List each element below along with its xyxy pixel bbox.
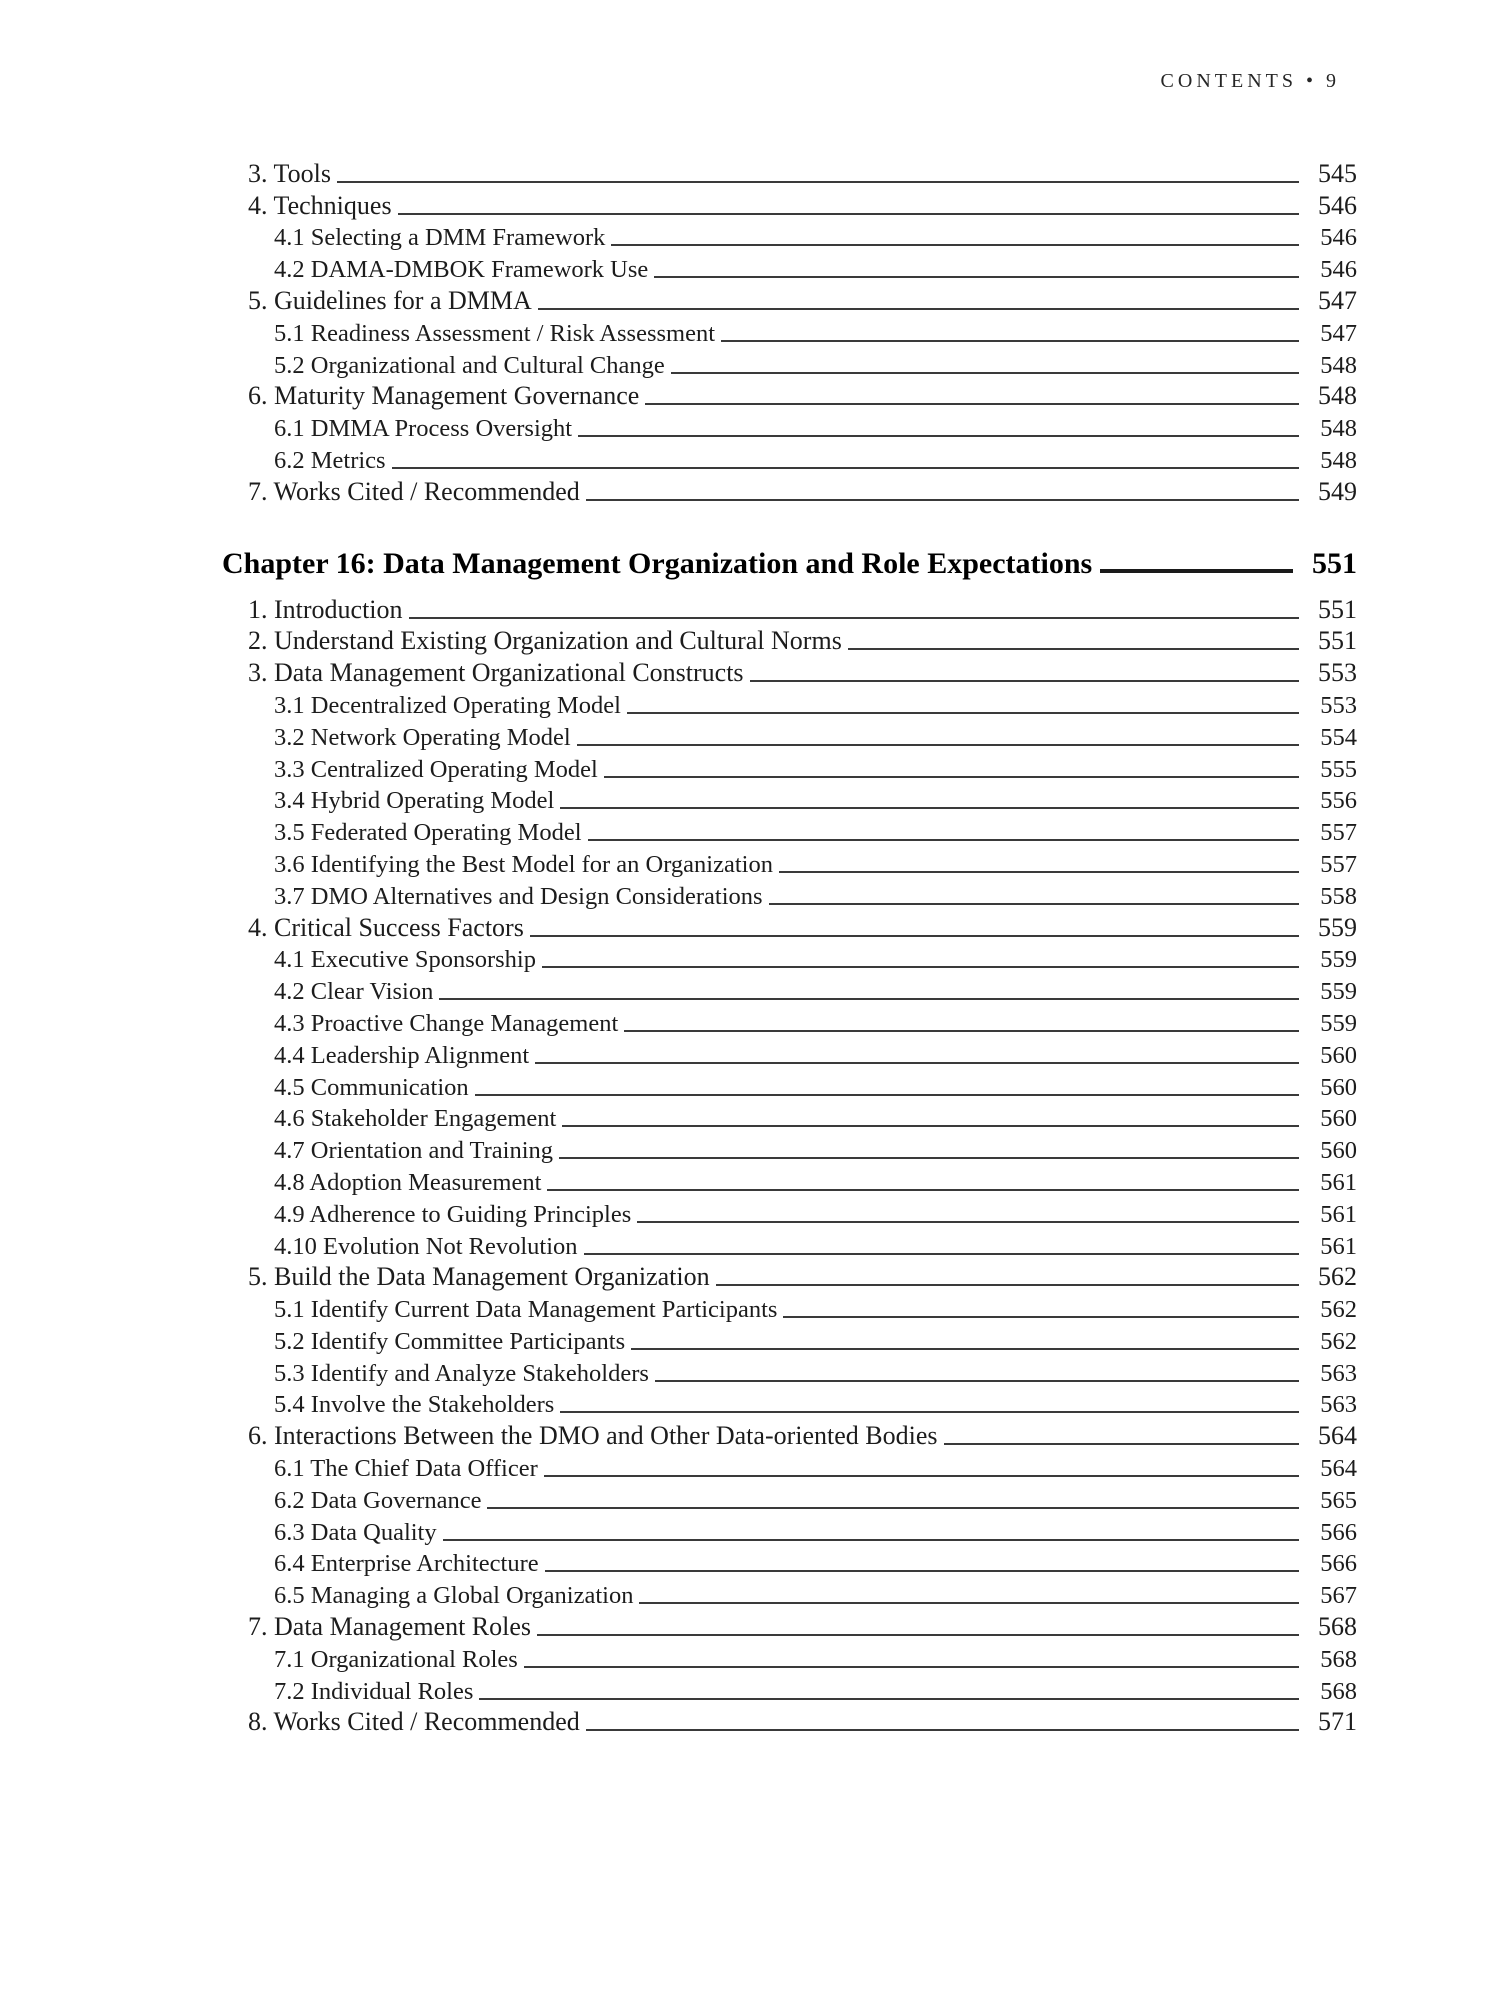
toc-entry-page: 564: [1320, 1455, 1357, 1483]
toc-entry-page: 561: [1320, 1232, 1357, 1260]
toc-leader: [611, 244, 1299, 246]
toc-leader: [562, 1125, 1299, 1127]
toc-leader: [443, 1539, 1299, 1541]
toc-entry: [222, 1324, 1357, 1356]
toc-entry-page: 553: [1320, 691, 1357, 719]
toc-entry-label: 4.8 Adoption Measurement: [274, 1168, 542, 1196]
toc-entry-page: 563: [1320, 1359, 1357, 1387]
toc-leader: [524, 1666, 1299, 1668]
toc-entry-label: 3.5 Federated Operating Model: [274, 819, 582, 847]
toc-entry: [222, 911, 1357, 943]
toc-leader: [586, 499, 1299, 501]
toc-entry: [222, 1642, 1357, 1674]
toc-entry-label: 6.1 The Chief Data Officer: [274, 1455, 538, 1483]
toc-entry: [222, 475, 1357, 507]
toc-entry: [222, 1578, 1357, 1610]
toc-leader: [588, 839, 1299, 841]
toc-leader: [783, 1316, 1299, 1318]
toc-entry: [222, 1547, 1357, 1579]
toc-leader: [538, 308, 1299, 310]
toc-entry-label: 3.3 Centralized Operating Model: [274, 755, 598, 783]
toc-entry: [222, 189, 1357, 221]
toc-entry-page: 564: [1318, 1421, 1357, 1451]
toc-leader: [721, 340, 1299, 342]
toc-entry-label: 4.10 Evolution Not Revolution: [274, 1232, 578, 1260]
toc-entry: [222, 1038, 1357, 1070]
toc-entry-page: 559: [1318, 912, 1357, 942]
toc-leader: [545, 1570, 1299, 1572]
toc-entry-page: 559: [1320, 946, 1357, 974]
toc-entry-label: 7. Data Management Roles: [248, 1612, 532, 1642]
toc-entry-label: 4.3 Proactive Change Management: [274, 1009, 619, 1037]
toc-entry-page: 560: [1320, 1073, 1357, 1101]
toc-entry-label: 5.2 Organizational and Cultural Change: [274, 351, 665, 379]
toc-entry: [222, 1292, 1357, 1324]
toc-entry-label: 6.5 Managing a Global Organization: [274, 1582, 634, 1610]
toc-entry-page: 565: [1320, 1486, 1357, 1514]
toc-entry-page: 548: [1320, 446, 1357, 474]
toc-leader: [655, 1380, 1299, 1382]
toc-entry-page: 548: [1320, 351, 1357, 379]
toc-entry-label: 6.2 Data Governance: [274, 1486, 482, 1514]
toc-entry-page: 548: [1320, 415, 1357, 443]
toc-leader: [577, 744, 1299, 746]
toc-entry-page: 554: [1320, 723, 1357, 751]
toc-entry-page: 568: [1320, 1677, 1357, 1705]
toc-entry-label: 4.7 Orientation and Training: [274, 1137, 554, 1165]
toc-leader: [398, 213, 1299, 215]
toc-entry-page: 549: [1318, 476, 1357, 506]
toc-entry-page: 559: [1320, 1009, 1357, 1037]
toc-entry-label: 4.5 Communication: [274, 1073, 469, 1101]
toc-entry-label: 7.2 Individual Roles: [274, 1677, 474, 1705]
toc-entry-label: 4.9 Adherence to Guiding Principles: [274, 1200, 632, 1228]
toc-entry-page: 562: [1320, 1327, 1357, 1355]
toc-entry-page: 546: [1318, 190, 1357, 220]
toc-entry-label: 6.2 Metrics: [274, 446, 386, 474]
toc-entry: [222, 1070, 1357, 1102]
toc-entry: [222, 443, 1357, 475]
toc-entry: [222, 1197, 1357, 1229]
toc-entry-page: 547: [1318, 285, 1357, 315]
toc-entry-label: 5. Build the Data Management Organization: [248, 1262, 710, 1292]
toc-entry: [222, 1165, 1357, 1197]
toc-entry-page: 566: [1320, 1550, 1357, 1578]
toc-entry: [222, 411, 1357, 443]
toc-entry-page: 548: [1318, 381, 1357, 411]
toc-leader: [1100, 569, 1293, 573]
chapter-heading-page: 551: [1312, 546, 1357, 580]
toc: [0, 157, 1500, 1737]
toc-entry: [222, 157, 1357, 189]
toc-leader: [578, 435, 1299, 437]
toc-leader: [750, 680, 1299, 682]
toc-leader: [637, 1221, 1299, 1223]
toc-entry: [222, 974, 1357, 1006]
toc-leader: [337, 181, 1299, 183]
toc-leader: [559, 1157, 1299, 1159]
toc-entry: [222, 656, 1357, 688]
toc-entry: [222, 380, 1357, 412]
toc-entry-page: 563: [1320, 1391, 1357, 1419]
toc-entry-label: 8. Works Cited / Recommended: [248, 1707, 580, 1737]
toc-entry-page: 560: [1320, 1105, 1357, 1133]
toc-entry-page: 546: [1320, 224, 1357, 252]
toc-leader: [537, 1634, 1299, 1636]
page-header: [0, 70, 1500, 93]
toc-entry-label: 3.1 Decentralized Operating Model: [274, 691, 621, 719]
toc-entry: [222, 348, 1357, 380]
toc-entry: [222, 221, 1357, 253]
toc-entry: [222, 815, 1357, 847]
toc-leader: [716, 1284, 1299, 1286]
toc-entry: [222, 1419, 1357, 1451]
toc-entry-label: 1. Introduction: [248, 594, 403, 624]
toc-entry: [222, 1483, 1357, 1515]
toc-entry-page: 566: [1320, 1518, 1357, 1546]
toc-entry-page: 553: [1318, 658, 1357, 688]
toc-entry-label: 7.1 Organizational Roles: [274, 1645, 518, 1673]
toc-entry-label: 6.3 Data Quality: [274, 1518, 437, 1546]
toc-entry-page: 557: [1320, 819, 1357, 847]
toc-leader: [392, 467, 1299, 469]
toc-entry-label: 3.6 Identifying the Best Model for an Organization: [274, 850, 773, 878]
toc-entry-page: 551: [1318, 626, 1357, 656]
toc-entry-label: 5.4 Involve the Stakeholders: [274, 1391, 555, 1419]
toc-leader: [631, 1348, 1299, 1350]
toc-entry-label: 6.4 Enterprise Architecture: [274, 1550, 539, 1578]
toc-entry-page: 560: [1320, 1041, 1357, 1069]
toc-leader: [639, 1602, 1299, 1604]
toc-entry-page: 559: [1320, 978, 1357, 1006]
toc-leader: [544, 1475, 1299, 1477]
toc-entry: [222, 1229, 1357, 1261]
toc-leader: [560, 807, 1299, 809]
toc-entry: [222, 284, 1357, 316]
toc-leader: [535, 1062, 1299, 1064]
toc-leader: [604, 776, 1299, 778]
toc-entry-label: 3.2 Network Operating Model: [274, 723, 571, 751]
toc-leader: [584, 1253, 1299, 1255]
toc-leader: [586, 1729, 1299, 1731]
toc-entry-label: 4.6 Stakeholder Engagement: [274, 1105, 557, 1133]
toc-leader: [409, 617, 1299, 619]
toc-leader: [645, 403, 1299, 405]
toc-entry-label: 4. Critical Success Factors: [248, 912, 524, 942]
toc-entry-label: 4.1 Executive Sponsorship: [274, 946, 536, 974]
toc-entry: [222, 1261, 1357, 1293]
toc-entry-page: 555: [1320, 755, 1357, 783]
toc-entry: [222, 1388, 1357, 1420]
toc-entry-label: 6. Interactions Between the DMO and Other Data-oriented Bodies: [248, 1421, 938, 1451]
toc-leader: [560, 1411, 1299, 1413]
toc-entry-label: 3. Data Management Organizational Constructs: [248, 658, 744, 688]
toc-entry-page: 567: [1320, 1582, 1357, 1610]
toc-leader: [487, 1507, 1299, 1509]
toc-entry-page: 562: [1318, 1262, 1357, 1292]
toc-leader: [671, 372, 1299, 374]
toc-entry-page: 558: [1320, 882, 1357, 910]
toc-entry: [222, 784, 1357, 816]
toc-entry-page: 568: [1318, 1612, 1357, 1642]
toc-leader: [479, 1698, 1299, 1700]
toc-entry: [222, 1706, 1357, 1738]
toc-entry-label: 6.1 DMMA Process Oversight: [274, 415, 573, 443]
toc-entry: [222, 316, 1357, 348]
chapter-heading-label: Chapter 16: Data Management Organization and Role Expectations: [222, 546, 1093, 580]
toc-entry-label: 4.1 Selecting a DMM Framework: [274, 224, 606, 252]
toc-leader: [944, 1443, 1299, 1445]
toc-entry: [222, 1356, 1357, 1388]
toc-entry-page: 560: [1320, 1137, 1357, 1165]
toc-entry: [222, 943, 1357, 975]
toc-entry-page: 561: [1320, 1200, 1357, 1228]
toc-entry-label: 5. Guidelines for a DMMA: [248, 285, 532, 315]
toc-entry: [222, 593, 1357, 625]
toc-entry-page: 547: [1320, 319, 1357, 347]
toc-entry: [222, 752, 1357, 784]
toc-entry-label: 5.1 Identify Current Data Management Participants: [274, 1296, 778, 1324]
toc-entry: [222, 720, 1357, 752]
toc-entry-page: 568: [1320, 1645, 1357, 1673]
toc-entry-label: 3.7 DMO Alternatives and Design Considerations: [274, 882, 763, 910]
chapter-heading: [222, 535, 1357, 581]
toc-entry-page: 551: [1318, 594, 1357, 624]
toc-entry-label: 5.2 Identify Committee Participants: [274, 1327, 626, 1355]
toc-entry-label: 4. Techniques: [248, 190, 392, 220]
toc-entry: [222, 1006, 1357, 1038]
toc-entry-label: 4.4 Leadership Alignment: [274, 1041, 530, 1069]
toc-leader: [654, 276, 1299, 278]
toc-entry-label: 3. Tools: [248, 158, 331, 188]
toc-entry-label: 5.1 Readiness Assessment / Risk Assessment: [274, 319, 716, 347]
toc-entry: [222, 688, 1357, 720]
toc-entry-page: 557: [1320, 850, 1357, 878]
toc-leader: [475, 1094, 1299, 1096]
toc-entry: [222, 847, 1357, 879]
toc-entry: [222, 1515, 1357, 1547]
toc-leader: [542, 966, 1299, 968]
toc-leader: [848, 648, 1299, 650]
toc-entry-label: 2. Understand Existing Organization and Cultural Norms: [248, 626, 842, 656]
toc-entry-page: 561: [1320, 1168, 1357, 1196]
toc-leader: [530, 935, 1299, 937]
toc-entry: [222, 879, 1357, 911]
toc-entry: [222, 1674, 1357, 1706]
toc-leader: [769, 903, 1299, 905]
toc-entry: [222, 1102, 1357, 1134]
toc-entry: [222, 252, 1357, 284]
toc-entry-page: 562: [1320, 1296, 1357, 1324]
toc-entry: [222, 625, 1357, 657]
toc-entry-page: 556: [1320, 787, 1357, 815]
toc-entry-page: 571: [1318, 1707, 1357, 1737]
toc-leader: [439, 998, 1299, 1000]
toc-leader: [779, 871, 1299, 873]
toc-leader: [624, 1030, 1299, 1032]
toc-leader: [627, 712, 1299, 714]
toc-entry-label: 5.3 Identify and Analyze Stakeholders: [274, 1359, 649, 1387]
toc-entry-label: 4.2 DAMA-DMBOK Framework Use: [274, 256, 649, 284]
toc-entry-label: 7. Works Cited / Recommended: [248, 476, 580, 506]
toc-entry-label: 3.4 Hybrid Operating Model: [274, 787, 555, 815]
toc-entry-label: 6. Maturity Management Governance: [248, 381, 640, 411]
toc-entry-label: 4.2 Clear Vision: [274, 978, 434, 1006]
toc-entry-page: 546: [1320, 256, 1357, 284]
running-head: CONTENTS • 9: [1160, 70, 1340, 92]
toc-entry: [222, 1610, 1357, 1642]
toc-entry: [222, 1133, 1357, 1165]
toc-leader: [547, 1189, 1299, 1191]
toc-entry: [222, 1451, 1357, 1483]
book-page: [0, 70, 1500, 2011]
toc-entry-page: 545: [1318, 158, 1357, 188]
